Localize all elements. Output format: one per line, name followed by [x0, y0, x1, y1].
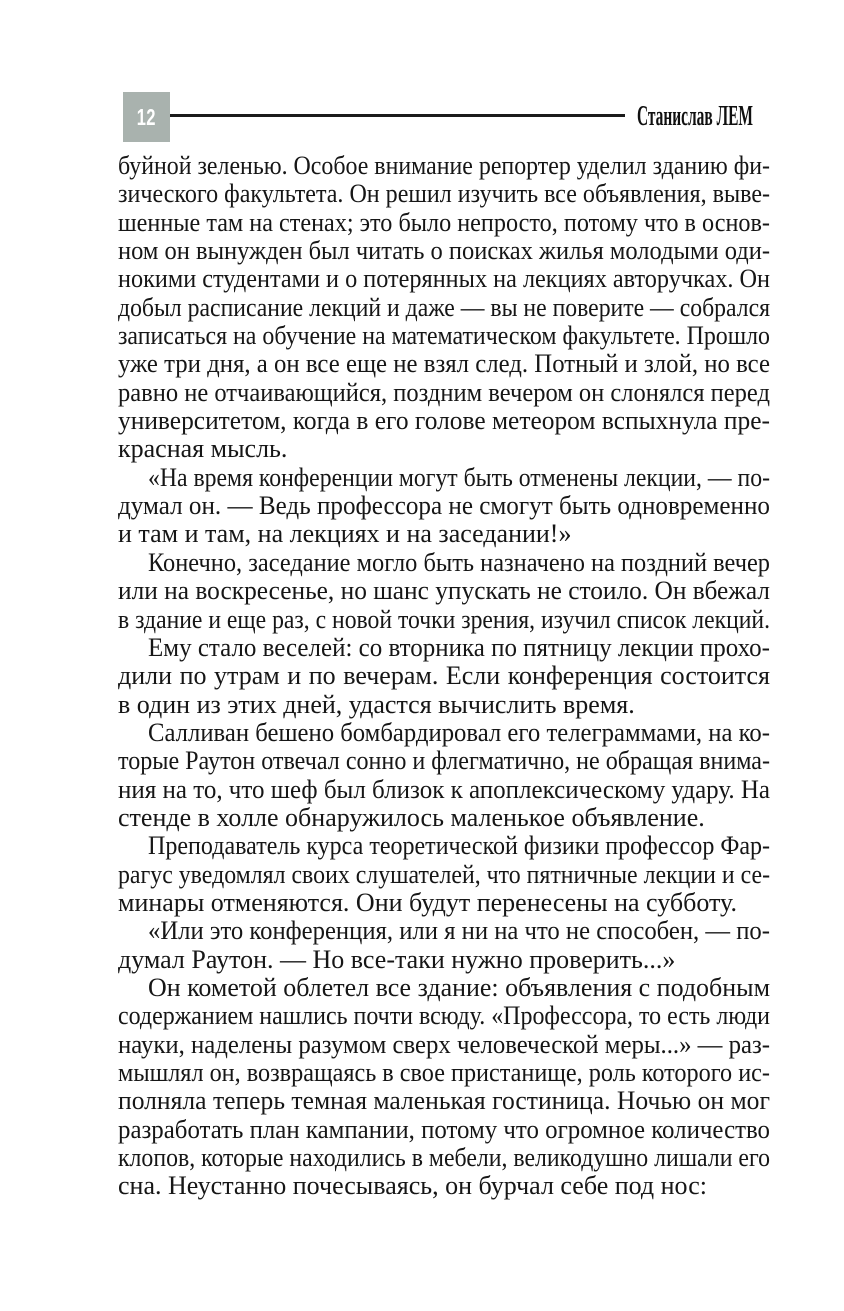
running-head-author: Станислав ЛЕМ [637, 100, 753, 132]
text-line: сна. Неустанно почесываясь, он бурчал себе под нос: [118, 1171, 707, 1201]
page-number: 12 [136, 103, 157, 130]
text-line: Конечно, заседание могло быть назначено на поздний вечер [148, 547, 771, 577]
text-line: минары отменяются. Они будут перенесены на субботу. [118, 887, 737, 917]
text-line: мышлял он, возвращаясь в свое пристанище, роль которого ис- [118, 1058, 770, 1087]
text-line: зического факультета. Он решил изучить все объявления, выве- [118, 179, 771, 209]
text-line: дили по утрам и по вечерам. Если конференция состоится [118, 661, 770, 691]
text-line: «На время конференции могут быть отменены лекции, — по- [148, 462, 770, 492]
text-line: Преподаватель курса теоретической физики профессор Фар- [148, 831, 771, 861]
text-line: Ему стало веселей: со вторника по пятницу лекции прохо- [148, 632, 770, 662]
body-text [118, 152, 770, 1201]
text-line: торые Раутон отвечал сонно и флегматично, не обращая внима- [118, 746, 771, 776]
text-line: ния на то, что шеф был близок к апоплексическому удару. На [118, 774, 770, 804]
text-line: в один из этих дней, удастся вычислить время. [118, 689, 635, 719]
text-line: добыл расписание лекций и даже — вы не поверите — собрался [118, 292, 771, 322]
text-line: и там и там, на лекциях и на заседании!» [118, 519, 572, 549]
text-line: содержанием нашлись почти всюду. «Профессора, то есть люди [118, 1001, 770, 1031]
text-line: красная мысль. [118, 434, 288, 464]
text-line: уже три дня, а он все еще не взял след. Потный и злой, но все [118, 349, 770, 379]
text-line: записаться на обучение на математическом факультете. Прошло [118, 321, 770, 351]
text-line: полняла теперь темная маленькая гостиница. Ночью он мог [118, 1086, 770, 1116]
text-line: нокими студентами и о потерянных на лекциях авторучках. Он [118, 264, 770, 294]
text-line: буйной зеленью. Особое внимание репортер уделил зданию фи- [118, 151, 770, 180]
text-line: шенные там на стенах; это было непросто, потому что в основ- [118, 207, 770, 237]
text-line: Салливан бешено бомбардировал его телеграммами, на ко- [148, 717, 770, 747]
text-line: равно не отчаивающийся, поздним вечером он слонялся перед [118, 377, 770, 407]
text-line: разработать план кампании, потому что огромное количество [118, 1114, 770, 1144]
page-number-badge [123, 92, 170, 142]
text-line: в здание и еще раз, с новой точки зрения, изучил список лекций. [118, 604, 771, 634]
text-line: думал Раутон. — Но все-таки нужно проверить...» [118, 944, 676, 974]
running-head [535, 100, 753, 132]
text-line: думал он. — Ведь профессора не смогут быть одновременно [118, 491, 770, 521]
text-line: клопов, которые находились в мебели, великодушно лишали его [118, 1143, 771, 1173]
text-line: университетом, когда в его голове метеором вспыхнула пре- [118, 406, 770, 436]
text-line: рагус уведомлял своих слушателей, что пятничные лекции и се- [118, 859, 771, 889]
text-line: науки, наделены разумом сверх человеческой меры...» — раз- [118, 1029, 771, 1059]
text-line: ном он вынужден был читать о поисках жилья молодыми оди- [118, 236, 771, 266]
text-line: «Или это конференция, или я ни на что не способен, — по- [148, 916, 771, 946]
text-line: стенде в холле обнаружилось маленькое объявление. [118, 802, 705, 832]
text-line: или на воскресенье, но шанс упускать не стоило. Он вбежал [118, 576, 770, 606]
text-line: Он кометой облетел все здание: объявления с подобным [148, 972, 771, 1002]
